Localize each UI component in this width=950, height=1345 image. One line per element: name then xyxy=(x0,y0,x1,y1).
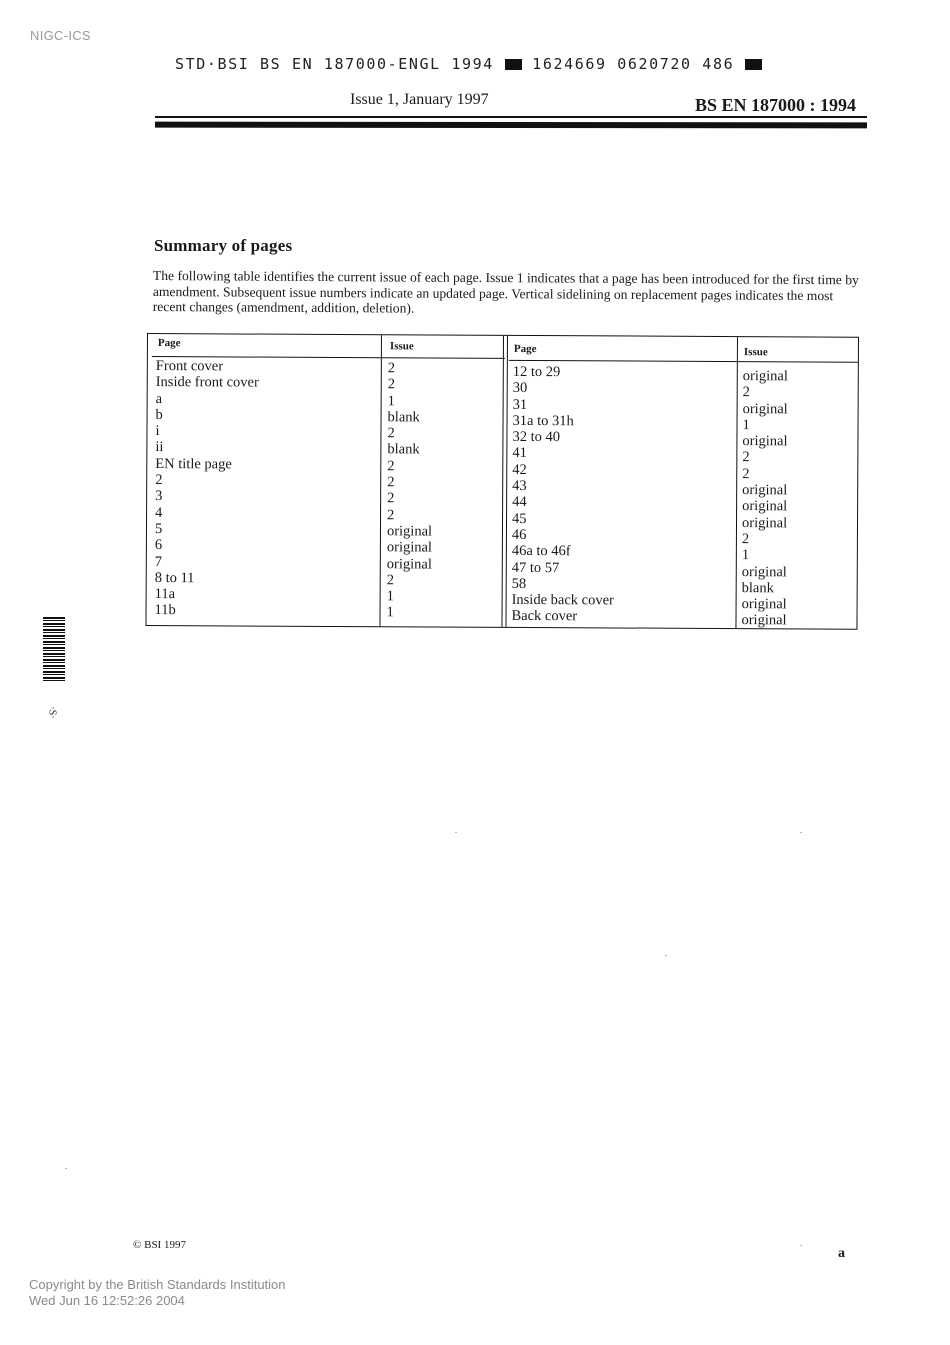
table-cell-issue: original xyxy=(742,482,788,499)
table-cell-issue: original xyxy=(741,514,788,532)
header-underline-right xyxy=(509,360,858,363)
table-cell-issue: original xyxy=(386,523,433,540)
table-cell-issue: 2 xyxy=(387,458,395,475)
table-cell-issue: 2 xyxy=(742,384,750,401)
table-cell-issue: blank xyxy=(387,441,420,458)
table-cell-issue: 2 xyxy=(387,376,396,393)
table-cell-issue: 2 xyxy=(387,474,395,491)
table-cell-page: 43 xyxy=(512,477,527,495)
table-cell-page: 7 xyxy=(154,553,163,570)
table-cell-page: 58 xyxy=(511,575,527,592)
scan-speck xyxy=(665,955,667,956)
standard-code-part2: 1624669 0620720 486 xyxy=(532,55,735,73)
table-cell-issue: 2 xyxy=(387,360,396,377)
table-cell-page: a xyxy=(155,390,163,407)
table-cell-page: 8 to 11 xyxy=(154,569,195,587)
table-cell-issue: 2 xyxy=(386,572,395,589)
column-divider xyxy=(501,336,504,627)
table-cell-page: 30 xyxy=(512,380,528,397)
table-cell-page: 3 xyxy=(155,488,163,505)
header-page-left: Page xyxy=(157,337,181,350)
header-rule-thick xyxy=(155,122,867,129)
table-cell-page: 5 xyxy=(154,521,163,538)
table-cell-issue: blank xyxy=(387,409,420,426)
black-square-icon xyxy=(505,59,522,70)
right-issues-column xyxy=(741,368,787,629)
summary-of-pages-table xyxy=(145,333,859,630)
issue-line: Issue 1, January 1997 xyxy=(350,91,489,108)
table-cell-issue: 1 xyxy=(387,392,395,409)
table-cell-issue: original xyxy=(741,563,787,580)
table-cell-page: i xyxy=(155,423,160,440)
table-cell-issue: original xyxy=(741,596,787,613)
source-stamp: NIGC-ICS xyxy=(30,28,91,43)
standard-code-line xyxy=(175,55,762,73)
table-cell-issue: original xyxy=(741,612,787,629)
table-cell-issue: 1 xyxy=(741,547,750,564)
black-square-icon xyxy=(745,59,762,70)
column-divider xyxy=(735,337,738,628)
table-cell-page: 42 xyxy=(512,461,527,478)
header-issue-right: Issue xyxy=(743,346,768,359)
header-rule-thin xyxy=(155,116,867,118)
table-cell-issue: original xyxy=(386,539,433,556)
table-cell-page: 12 to 29 xyxy=(512,363,561,381)
table-cell-page: 31 xyxy=(512,396,528,413)
table-cell-issue: blank xyxy=(741,579,774,597)
copyright-line-1: Copyright by the British Standards Institution xyxy=(29,1277,286,1292)
table-cell-issue: 2 xyxy=(742,465,750,482)
scan-speck xyxy=(800,1245,802,1246)
table-cell-issue: original xyxy=(742,433,788,450)
table-cell-page: b xyxy=(155,406,163,423)
scan-speck xyxy=(800,832,802,833)
table-cell-issue: original xyxy=(742,400,788,417)
table-cell-page: 31a to 31h xyxy=(512,412,574,430)
table-cell-page: 46a to 46f xyxy=(511,543,571,560)
section-title: Summary of pages xyxy=(154,236,293,255)
table-cell-page: Inside back cover xyxy=(511,592,614,609)
table-cell-page: 4 xyxy=(155,504,163,521)
table-cell-page: 32 to 40 xyxy=(512,429,561,446)
table-cell-issue: original xyxy=(742,498,788,515)
table-cell-issue: 1 xyxy=(742,417,750,434)
table-cell-page: 2 xyxy=(155,472,163,489)
table-cell-page: 11b xyxy=(154,602,176,619)
bsi-copyright: © BSI 1997 xyxy=(133,1239,186,1251)
scan-speck xyxy=(65,1168,67,1169)
table-cell-page: 6 xyxy=(154,537,163,554)
table-cell-issue: 2 xyxy=(742,449,750,466)
table-cell-page: 41 xyxy=(512,445,527,462)
table-cell-page: ii xyxy=(155,439,164,456)
right-pages-column xyxy=(511,364,615,625)
table-cell-issue: original xyxy=(742,368,788,385)
table-cell-issue: 2 xyxy=(387,425,395,442)
table-cell-page: 46 xyxy=(511,526,527,543)
table-cell-issue: original xyxy=(386,555,432,573)
barcode-mark xyxy=(43,617,65,683)
document-reference: BS EN 187000 : 1994 xyxy=(695,95,857,115)
table-cell-issue: 1 xyxy=(386,588,394,605)
standard-code-part1: STD·BSI BS EN 187000-ENGL 1994 xyxy=(175,55,494,73)
table-cell-page: 45 xyxy=(511,510,527,527)
table-cell-issue: 2 xyxy=(387,490,395,507)
column-divider xyxy=(379,335,382,626)
header-issue-left: Issue xyxy=(389,340,414,353)
scan-speck xyxy=(455,832,457,833)
page-number: a xyxy=(838,1246,845,1261)
barcode-label: ·S· xyxy=(46,706,58,719)
table-cell-page: EN title page xyxy=(155,455,232,473)
table-cell-page: Back cover xyxy=(511,608,578,625)
table-cell-page: 11a xyxy=(154,586,176,603)
header-page-right: Page xyxy=(513,342,537,356)
table-cell-page: 47 to 57 xyxy=(511,559,560,576)
column-divider xyxy=(505,336,508,627)
copyright-line-2: Wed Jun 16 12:52:26 2004 xyxy=(29,1293,185,1308)
table-cell-page: 44 xyxy=(512,494,527,511)
left-pages-column xyxy=(155,358,259,619)
table-cell-issue: 2 xyxy=(387,506,395,523)
table-cell-issue: 2 xyxy=(741,531,750,548)
left-issues-column xyxy=(386,360,432,621)
table-cell-page: Inside front cover xyxy=(155,374,259,391)
intro-paragraph: The following table identifies the current issue of each page. Issue 1 indicates that a page has been introduced for the first time by amendment. Subsequent issue numbers indicate an updated page. Vertical sidelining on replacement pages indicates the most recent changes (amendment, addition, deletion). xyxy=(152,268,859,316)
table-cell-issue: 1 xyxy=(386,604,394,621)
table-cell-page: Front cover xyxy=(155,358,224,375)
